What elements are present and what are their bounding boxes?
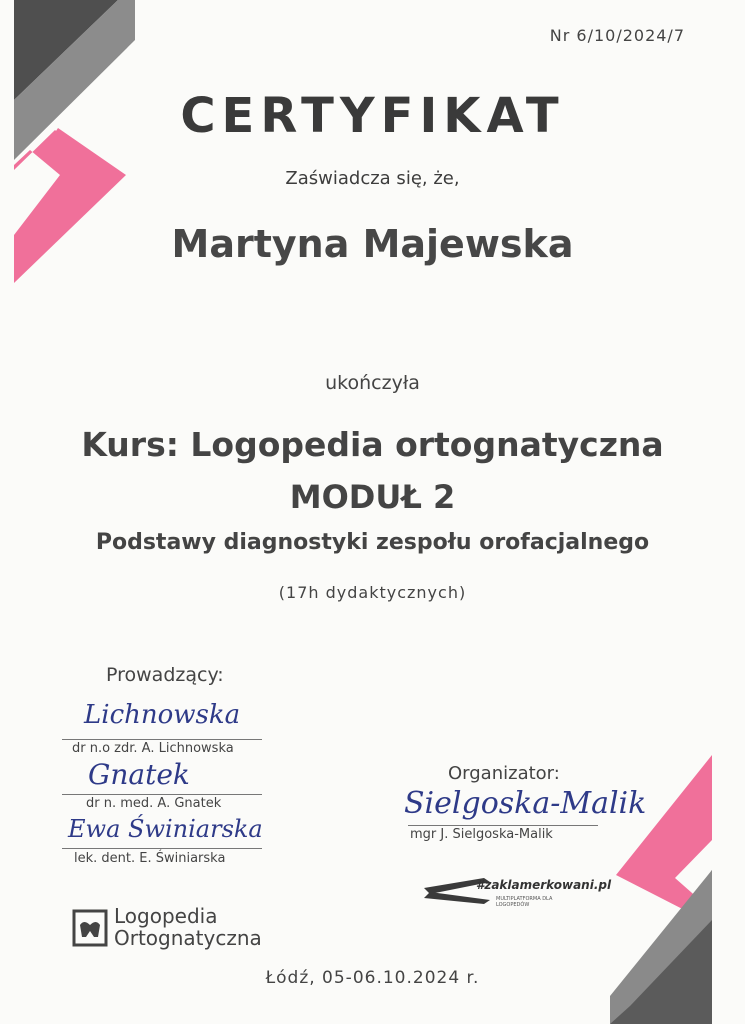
tooth-brace-icon — [72, 907, 108, 947]
instructors-label: Prowadzący: — [106, 664, 224, 686]
course-title: Kurs: Logopedia ortognatyczna — [81, 425, 664, 464]
logo-line-2: Ortognatyczna — [114, 926, 262, 950]
organizer-label: Organizator: — [448, 763, 560, 784]
hours-text: (17h dydaktycznych) — [278, 583, 467, 602]
sponsor-logo — [424, 874, 612, 910]
module-title: MODUŁ 2 — [289, 478, 456, 516]
instructor-1-name: dr n.o zdr. A. Lichnowska — [72, 741, 234, 756]
instructor-3-name: lek. dent. E. Świniarska — [74, 851, 226, 866]
signature-line — [62, 848, 262, 849]
signature-instructor-2: Gnatek — [88, 758, 190, 791]
certificate-number: Nr 6/10/2024/7 — [549, 26, 685, 45]
certificate-title: CERTYFIKAT — [180, 88, 565, 144]
signature-instructor-3: Ewa Świniarska — [68, 815, 263, 843]
organizer-name: mgr J. Sielgoska-Malik — [410, 827, 553, 842]
signature-line — [62, 739, 262, 740]
recipient-name: Martyna Majewska — [171, 222, 574, 266]
sponsor-text: #zaklamerkowani.pl — [476, 878, 612, 892]
module-subtitle: Podstawy diagnostyki zespołu orofacjalnego — [95, 530, 650, 555]
signature-line — [62, 794, 262, 795]
attestation-text: Zaświadcza się, że, — [285, 168, 460, 189]
logopedia-logo — [72, 905, 262, 951]
sponsor-tagline: MULTIPLATFORMA DLA LOGOPEDÓW — [496, 896, 553, 908]
completed-text: ukończyła — [325, 372, 420, 394]
signature-line — [408, 825, 598, 826]
signature-instructor-1: Lichnowska — [84, 700, 241, 730]
logo-line-1: Logopedia — [114, 904, 218, 928]
place-and-date: Łódź, 05-06.10.2024 r. — [265, 968, 480, 988]
signature-organizer: Sielgoska-Malik — [404, 786, 647, 821]
instructor-2-name: dr n. med. A. Gnatek — [86, 796, 222, 811]
